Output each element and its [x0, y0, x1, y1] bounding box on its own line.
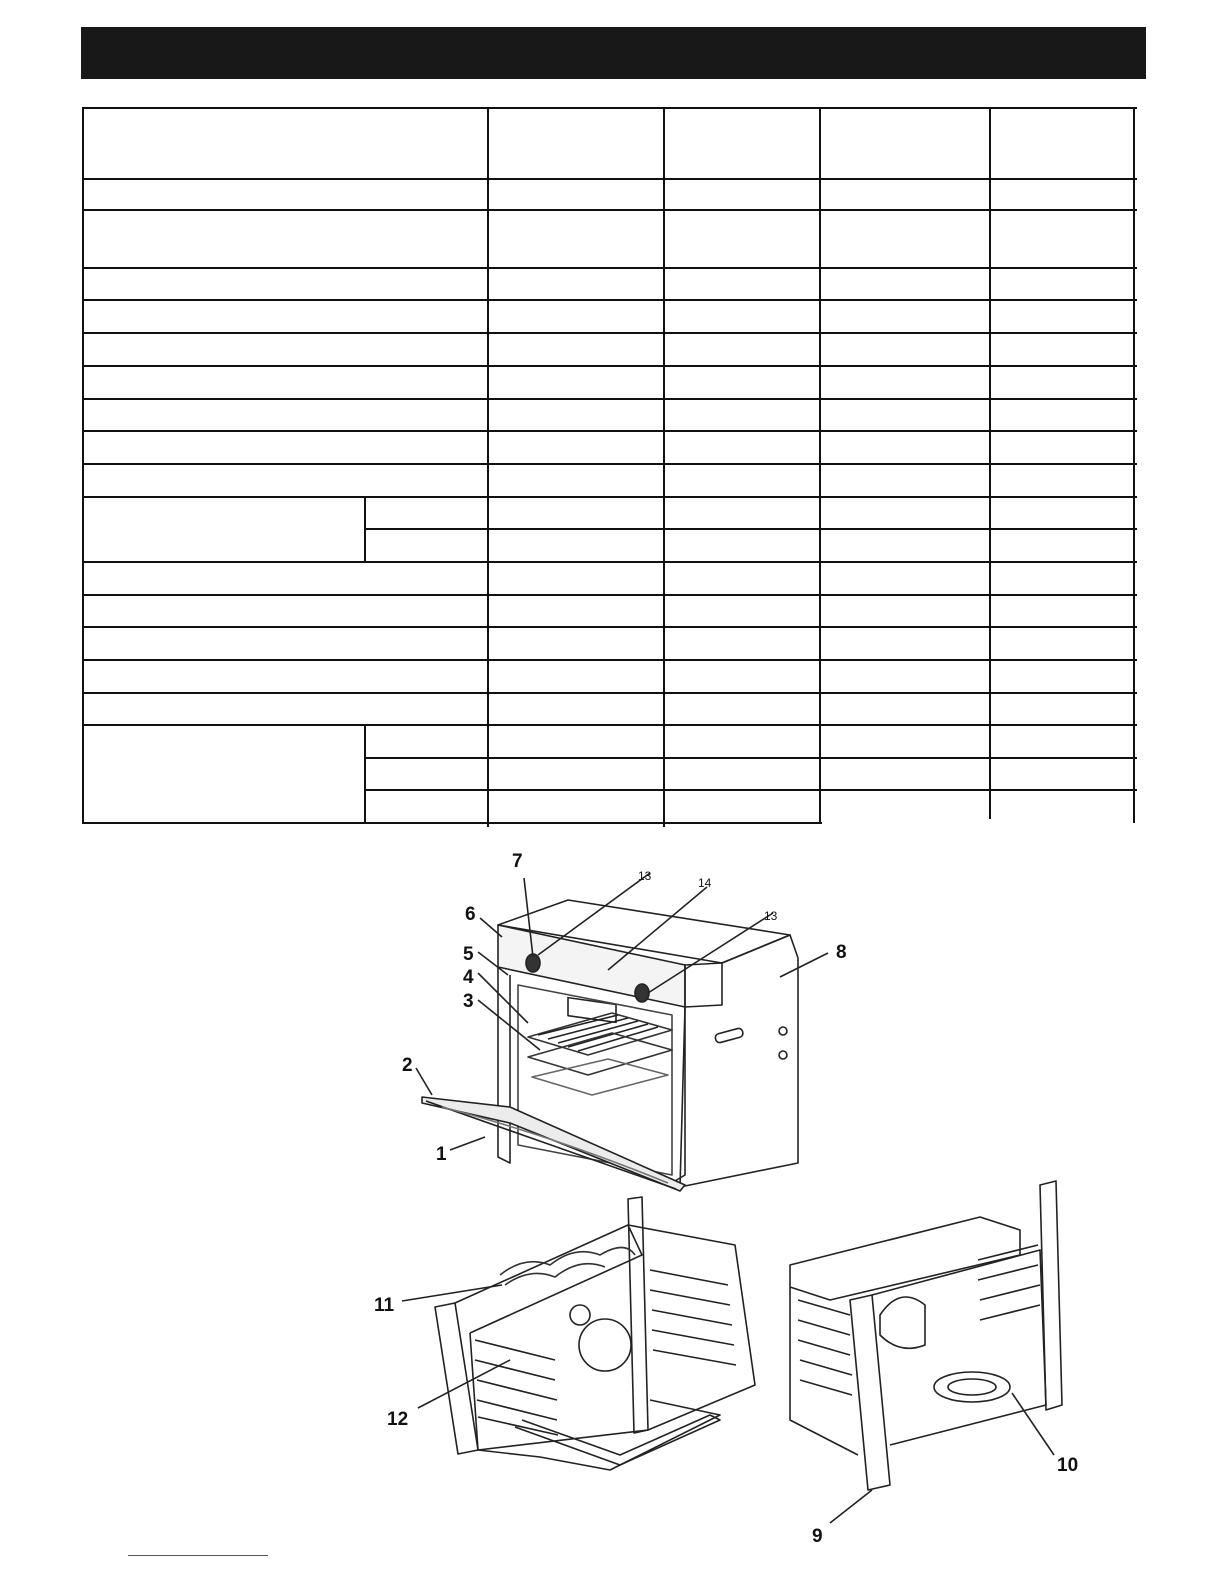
spec-table: [82, 107, 1137, 827]
callout-2: 2: [402, 1055, 413, 1076]
callout-6: 6: [465, 904, 476, 925]
callout-14: 14: [698, 876, 712, 890]
callout-1: 1: [436, 1144, 447, 1165]
oven-diagram: [350, 845, 1110, 1550]
header-bar: [81, 27, 1146, 79]
spec-table-grid: [82, 107, 1137, 827]
callout-3: 3: [463, 991, 474, 1012]
callout-4: 4: [463, 967, 474, 988]
callout-8: 8: [836, 942, 847, 963]
callout-13a: 13: [638, 869, 652, 883]
callout-13b: 13: [764, 909, 778, 923]
callout-10: 10: [1057, 1455, 1079, 1476]
footer-link-underline[interactable]: [128, 1555, 268, 1556]
callout-12: 12: [387, 1409, 409, 1430]
callout-9: 9: [812, 1526, 823, 1545]
callout-7: 7: [512, 851, 523, 872]
oven-illustration: [350, 845, 1110, 1545]
callout-5: 5: [463, 944, 474, 965]
callout-11: 11: [374, 1295, 395, 1316]
